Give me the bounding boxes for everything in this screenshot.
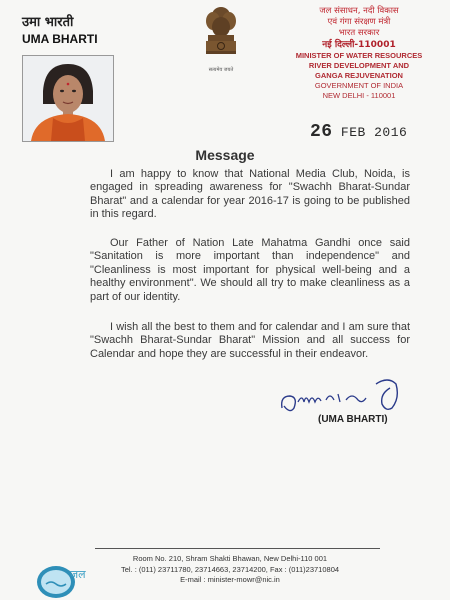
- name-english: UMA BHARTI: [22, 32, 98, 46]
- message-heading: Message: [195, 147, 255, 163]
- ministry-english-line-1: MINISTER OF WATER RESOURCES: [295, 51, 423, 60]
- handwritten-signature: [278, 370, 418, 420]
- ministry-english-line-2: RIVER DEVELOPMENT AND: [308, 61, 410, 70]
- signatory-name: (UMA BHARTI): [318, 414, 388, 425]
- state-emblem: [196, 5, 246, 73]
- footer-phones: Tel. : (011) 23711780, 23714663, 23714200, Fax : (011)23710804: [120, 564, 340, 574]
- city-english: NEW DELHI - 110001: [322, 91, 396, 100]
- ministry-english-line-4: GOVERNMENT OF INDIA: [314, 81, 404, 90]
- ministry-hindi-line-2: एवं गंगा संरक्षण मंत्री: [327, 17, 391, 27]
- date-month-year: FEB 2016: [340, 125, 408, 140]
- footer-contact-block: [95, 554, 365, 586]
- ministry-address-block: [284, 6, 434, 101]
- message-paragraph-1: I am happy to know that National Media Club, Noida, is engaged in spreading awareness for "Swachh Bharat-Sundar Bharat" and a calendar for year 2016-17 is going to be published in this regard.: [90, 168, 410, 221]
- footer-email: E-mail : minister-mowr@nic.in: [180, 575, 280, 584]
- message-paragraph-2: Our Father of Nation Late Mahatma Gandhi once said "Sanitation is more important than independence" and "Cleanliness is most important for physical well-being and a healthy environment". We should all try to make cleanliness as a part of our identity.: [90, 237, 410, 303]
- name-hindi: उमा भारती: [22, 15, 74, 30]
- ministry-hindi-line-1: जल संसाधन, नदी विकास: [319, 6, 399, 16]
- message-paragraph-3: I wish all the best to them and for calendar and I am sure that "Swachh Bharat-Sundar Bharat" Mission and all success for Calendar and hope they are successful in their endeavor.: [90, 321, 410, 360]
- jal-logo-icon: [34, 560, 86, 600]
- city-hindi: नई दिल्ली-110001: [322, 40, 396, 50]
- logo-text: जल: [70, 568, 86, 581]
- lion-capital-icon: [201, 5, 241, 61]
- emblem-motto: सत्यमेव जयते: [208, 67, 234, 73]
- footer-divider: [95, 548, 380, 549]
- date-day: 26: [310, 122, 333, 142]
- portrait-photo: [22, 55, 114, 142]
- footer-address: Room No. 210, Shram Shakti Bhawan, New Delhi-110 001: [132, 554, 328, 563]
- ministry-english-line-3: GANGA REJUVENATION: [315, 71, 403, 80]
- date-stamp: [310, 122, 407, 142]
- ministry-hindi-line-3: भारत सरकार: [338, 28, 380, 38]
